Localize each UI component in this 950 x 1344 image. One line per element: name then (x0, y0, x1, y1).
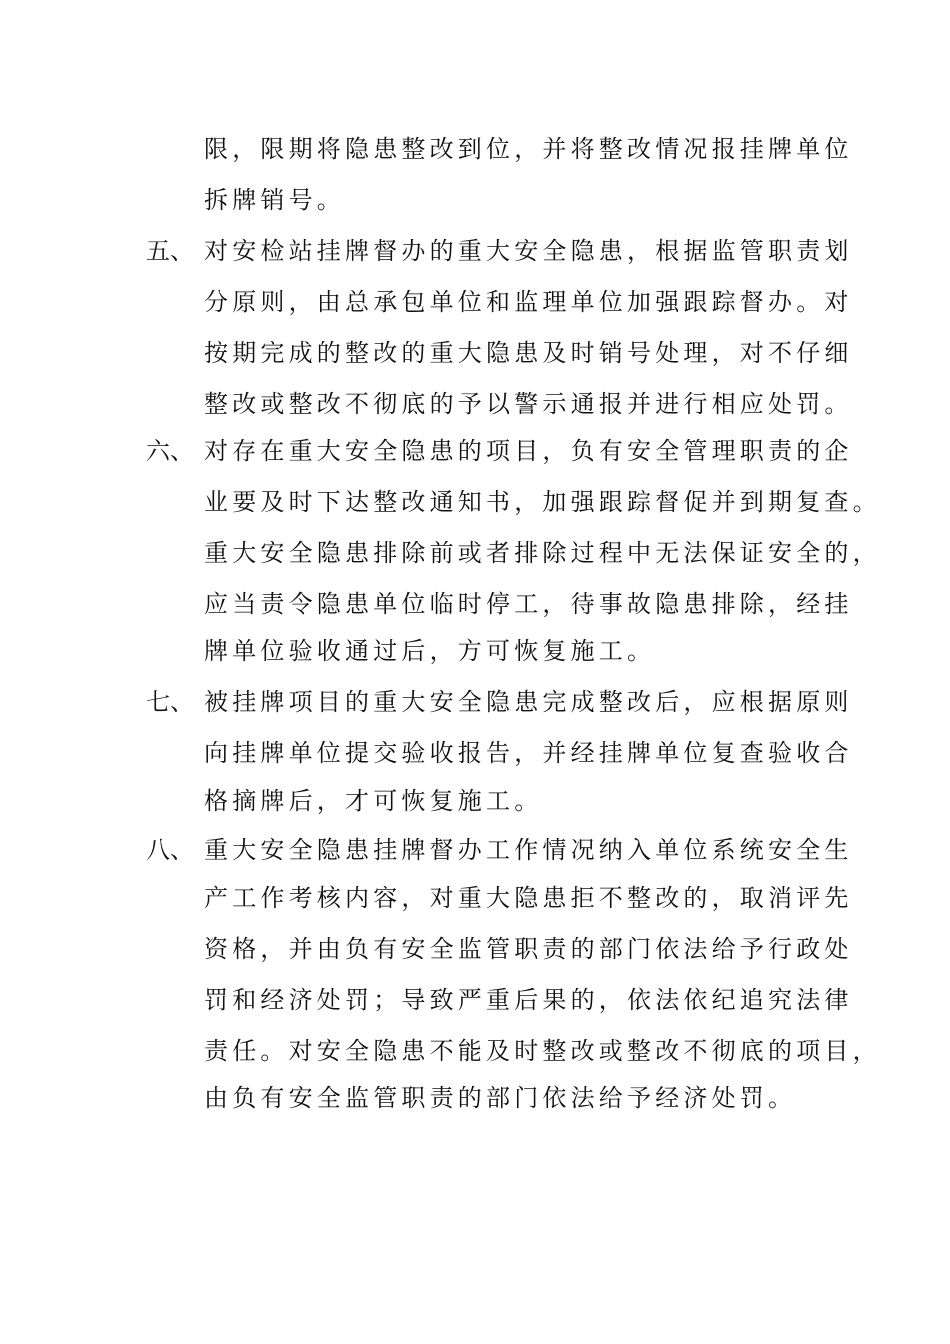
text-line: 限，限期将隐患整改到位，并将整改情况报挂牌单位 (204, 135, 853, 163)
text-line: 按期完成的整改的重大隐患及时销号处理，对不仔细 (204, 339, 853, 367)
text-line: 由负有安全监管职责的部门依法给予经济处罚。 (204, 1084, 797, 1112)
text-line: 产工作考核内容，对重大隐患拒不整改的，取消评先 (204, 884, 853, 912)
text-line: 向挂牌单位提交验收报告，并经挂牌单位复查验收合 (204, 739, 853, 767)
item-number: 六、 (146, 437, 194, 465)
text-line: 拆牌销号。 (204, 186, 345, 214)
item-number: 五、 (146, 237, 194, 265)
text-line: 应当责令隐患单位临时停工，待事故隐患排除，经挂 (204, 590, 853, 618)
text-line: 重大安全隐患挂牌督办工作情况纳入单位系统安全生 (204, 836, 853, 864)
text-line: 对存在重大安全隐患的项目，负有安全管理职责的企 (204, 437, 853, 465)
text-line: 格摘牌后，才可恢复施工。 (204, 787, 543, 815)
text-line: 被挂牌项目的重大安全隐患完成整改后，应根据原则 (204, 688, 853, 716)
text-line: 资格，并由负有安全监管职责的部门依法给予行政处 (204, 935, 853, 963)
text-line: 责任。对安全隐患不能及时整改或整改不彻底的项目， (204, 1037, 881, 1065)
text-line: 罚和经济处罚；导致严重后果的，依法依纪追究法律 (204, 986, 853, 1014)
text-line: 业要及时下达整改通知书，加强跟踪督促并到期复查。 (204, 488, 881, 516)
text-line: 分原则，由总承包单位和监理单位加强跟踪督办。对 (204, 288, 853, 316)
item-number: 八、 (146, 836, 194, 864)
text-line: 对安检站挂牌督办的重大安全隐患，根据监管职责划 (204, 237, 853, 265)
item-number: 七、 (146, 688, 194, 716)
text-line: 重大安全隐患排除前或者排除过程中无法保证安全的， (204, 539, 881, 567)
text-line: 整改或整改不彻底的予以警示通报并进行相应处罚。 (204, 390, 853, 418)
text-line: 牌单位验收通过后，方可恢复施工。 (204, 637, 656, 665)
